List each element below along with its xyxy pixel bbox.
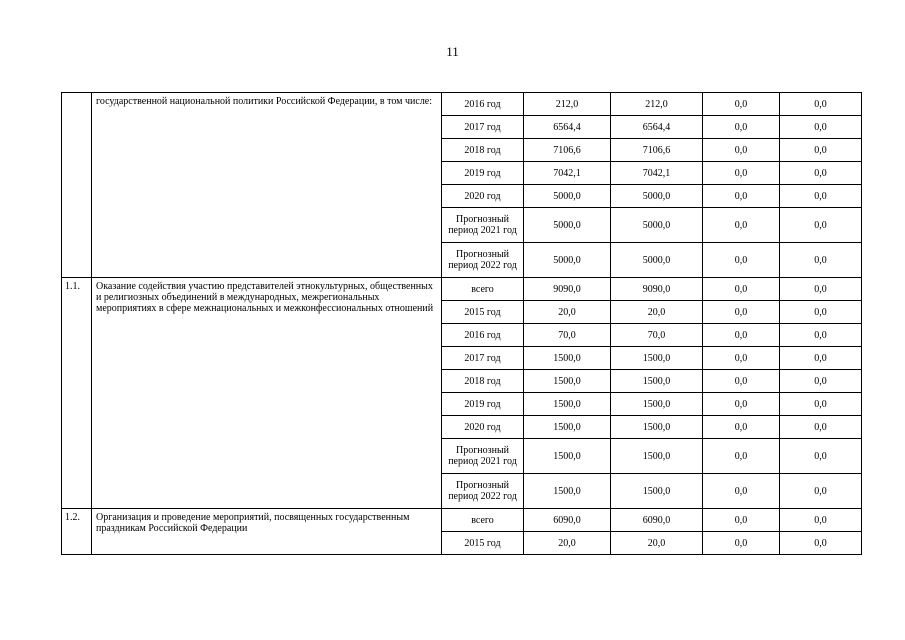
value-cell: 0,0	[780, 243, 862, 278]
period-cell: 2020 год	[442, 416, 524, 439]
value-cell: 212,0	[524, 93, 611, 116]
value-cell: 6090,0	[611, 509, 703, 532]
value-cell: 0,0	[703, 116, 780, 139]
value-cell: 0,0	[780, 185, 862, 208]
value-cell: 0,0	[780, 347, 862, 370]
value-cell: 1500,0	[524, 416, 611, 439]
value-cell: 9090,0	[524, 278, 611, 301]
period-cell: Прогнозный период 2022 год	[442, 243, 524, 278]
value-cell: 1500,0	[524, 393, 611, 416]
value-cell: 1500,0	[611, 393, 703, 416]
value-cell: 0,0	[703, 93, 780, 116]
value-cell: 5000,0	[524, 185, 611, 208]
period-cell: 2015 год	[442, 532, 524, 555]
value-cell: 7042,1	[611, 162, 703, 185]
value-cell: 0,0	[703, 474, 780, 509]
period-cell: Прогнозный период 2021 год	[442, 439, 524, 474]
period-cell: Прогнозный период 2021 год	[442, 208, 524, 243]
period-cell: 2018 год	[442, 139, 524, 162]
value-cell: 1500,0	[524, 439, 611, 474]
value-cell: 5000,0	[611, 208, 703, 243]
value-cell: 0,0	[703, 370, 780, 393]
period-cell: 2016 год	[442, 324, 524, 347]
value-cell: 0,0	[780, 116, 862, 139]
page-number: 11	[446, 44, 459, 59]
period-cell: 2015 год	[442, 301, 524, 324]
value-cell: 6090,0	[524, 509, 611, 532]
value-cell: 6564,4	[524, 116, 611, 139]
value-cell: 0,0	[780, 93, 862, 116]
value-cell: 0,0	[703, 509, 780, 532]
value-cell: 0,0	[703, 347, 780, 370]
value-cell: 1500,0	[611, 370, 703, 393]
value-cell: 5000,0	[611, 243, 703, 278]
value-cell: 0,0	[780, 474, 862, 509]
budget-table-body	[62, 93, 862, 555]
value-cell: 0,0	[780, 301, 862, 324]
value-cell: 0,0	[780, 278, 862, 301]
value-cell: 0,0	[703, 324, 780, 347]
table-row	[62, 93, 862, 116]
period-cell: 2020 год	[442, 185, 524, 208]
value-cell: 0,0	[780, 139, 862, 162]
section-description: государственной национальной политики Российской Федерации, в том числе:	[92, 93, 442, 278]
table-row	[62, 278, 862, 301]
value-cell: 0,0	[703, 301, 780, 324]
value-cell: 0,0	[703, 185, 780, 208]
period-cell: 2019 год	[442, 162, 524, 185]
value-cell: 0,0	[780, 532, 862, 555]
value-cell: 0,0	[703, 243, 780, 278]
value-cell: 1500,0	[524, 474, 611, 509]
value-cell: 1500,0	[611, 439, 703, 474]
table-row	[62, 509, 862, 532]
period-cell: всего	[442, 278, 524, 301]
value-cell: 20,0	[524, 301, 611, 324]
value-cell: 1500,0	[524, 347, 611, 370]
value-cell: 1500,0	[524, 370, 611, 393]
period-cell: 2018 год	[442, 370, 524, 393]
value-cell: 20,0	[611, 301, 703, 324]
period-cell: 2017 год	[442, 116, 524, 139]
value-cell: 0,0	[703, 208, 780, 243]
value-cell: 1500,0	[611, 347, 703, 370]
period-cell: Прогнозный период 2022 год	[442, 474, 524, 509]
value-cell: 0,0	[780, 162, 862, 185]
value-cell: 0,0	[703, 139, 780, 162]
value-cell: 5000,0	[524, 243, 611, 278]
period-cell: 2016 год	[442, 93, 524, 116]
value-cell: 5000,0	[524, 208, 611, 243]
value-cell: 7106,6	[524, 139, 611, 162]
value-cell: 0,0	[703, 278, 780, 301]
value-cell: 0,0	[703, 532, 780, 555]
value-cell: 0,0	[780, 370, 862, 393]
value-cell: 70,0	[524, 324, 611, 347]
value-cell: 0,0	[703, 416, 780, 439]
value-cell: 20,0	[611, 532, 703, 555]
section-description: Оказание содействия участию представителей этнокультурных, общественных и религиозных объединений в международных, межрегиональных мероприятиях в сфере межнациональных и межконфессиональных отношений	[92, 278, 442, 509]
value-cell: 0,0	[703, 393, 780, 416]
value-cell: 0,0	[780, 393, 862, 416]
section-number: 1.1.	[62, 278, 92, 509]
value-cell: 0,0	[780, 416, 862, 439]
value-cell: 7106,6	[611, 139, 703, 162]
value-cell: 0,0	[780, 208, 862, 243]
section-number	[62, 93, 92, 278]
period-cell: 2017 год	[442, 347, 524, 370]
value-cell: 0,0	[780, 439, 862, 474]
value-cell: 6564,4	[611, 116, 703, 139]
value-cell: 212,0	[611, 93, 703, 116]
value-cell: 1500,0	[611, 416, 703, 439]
section-number: 1.2.	[62, 509, 92, 555]
value-cell: 20,0	[524, 532, 611, 555]
value-cell: 0,0	[780, 324, 862, 347]
period-cell: 2019 год	[442, 393, 524, 416]
value-cell: 1500,0	[611, 474, 703, 509]
value-cell: 0,0	[703, 162, 780, 185]
value-cell: 7042,1	[524, 162, 611, 185]
value-cell: 70,0	[611, 324, 703, 347]
period-cell: всего	[442, 509, 524, 532]
value-cell: 9090,0	[611, 278, 703, 301]
value-cell: 0,0	[780, 509, 862, 532]
value-cell: 0,0	[703, 439, 780, 474]
budget-table	[61, 92, 862, 555]
value-cell: 5000,0	[611, 185, 703, 208]
section-description: Организация и проведение мероприятий, посвященных государственным праздникам Российской Федерации	[92, 509, 442, 555]
